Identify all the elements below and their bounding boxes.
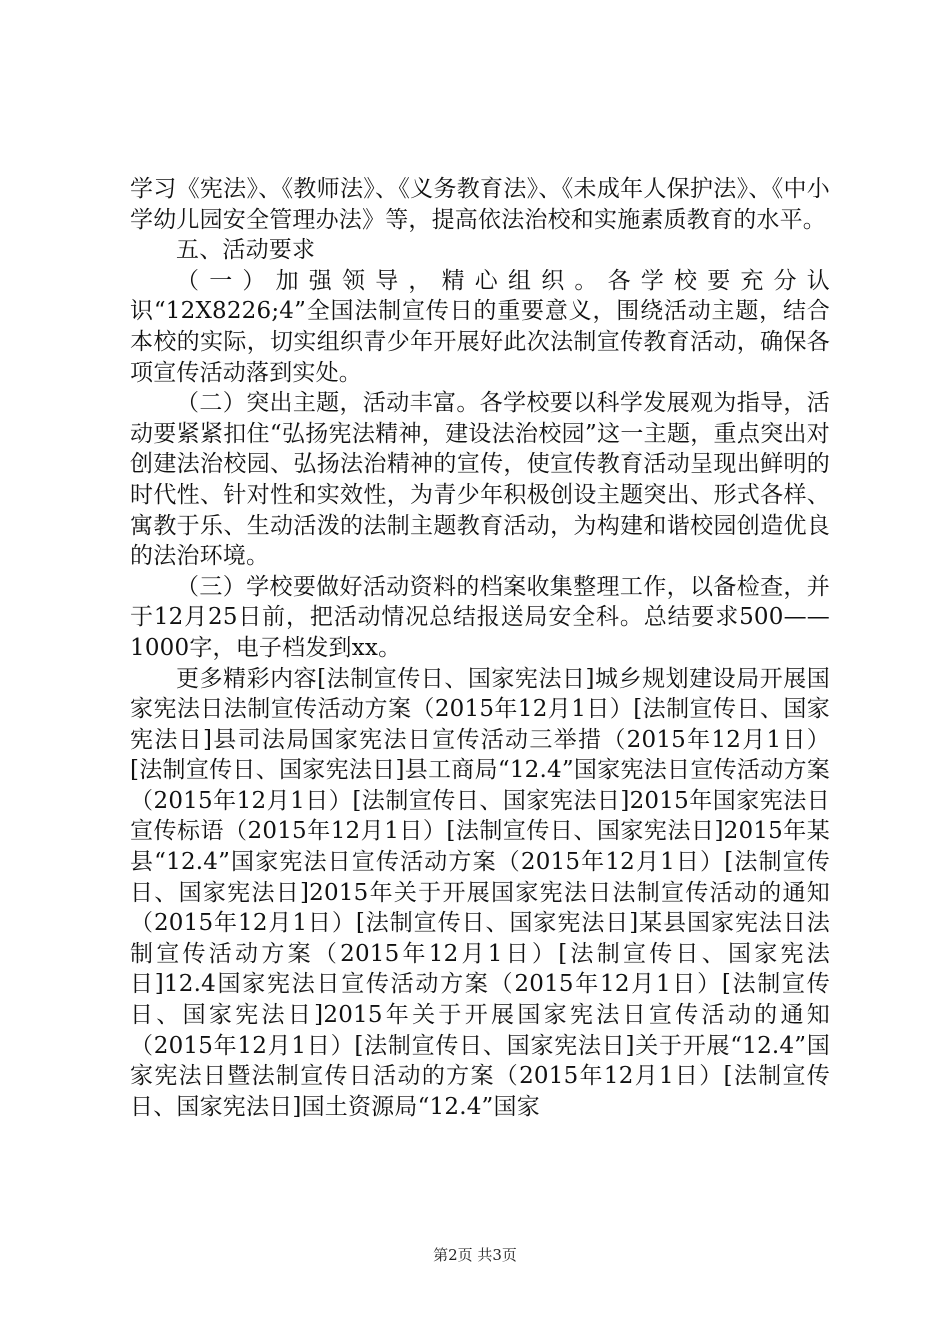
paragraph-more-content: 更多精彩内容[法制宣传日、国家宪法日]城乡规划建设局开展国家宪法日法制宣传活动方案（2015年12月1日）[法制宣传日、国家宪法日]县司法局国家宪法日宣传活动三举措（2015年12月1日）[法制宣传日、国家宪法日]县工商局“12.4”国家宪法日宣传活动方案（2015年12月1日）[法制宣传日、国家宪法日]2015年国家宪法日宣传标语（2015年12月1日）[法制宣传日、国家宪法日]2015年某县“12.4”国家宪法日宣传活动方案（2015年12月1日）[法制宣传日、国家宪法日]2015年关于开展国家宪法日法制宣传活动的通知（2015年12月1日）[法制宣传日、国家宪法日]某县国家宪法日法制宣传活动方案（2015年12月1日）[法制宣传日、国家宪法日]12.4国家宪法日宣传活动方案（2015年12月1日）[法制宣传日、国家宪法日]2015年关于开展国家宪法日宣传活动的通知（2015年12月1日）[法制宣传日、国家宪法日]关于开展“12.4”国家宪法日暨法制宣传日活动的方案（2015年12月1日）[法制宣传日、国家宪法日]国土资源局“12.4”国家 — [130, 665, 830, 1120]
paragraph-requirement-1: （一）加强领导，精心组织。各学校要充分认识“12X8226;4”全国法制宣传日的重要意义，围绕活动主题，结合本校的实际，切实组织青少年开展好此次法制宣传教育活动，确保各项宣传活动落到实处。 — [130, 267, 830, 386]
paragraph-requirement-3: （三）学校要做好活动资料的档案收集整理工作，以备检查，并于12月25日前，把活动情况总结报送局安全科。总结要求500——1000字，电子档发到xx。 — [130, 573, 830, 661]
paragraph-continuation: 学习《宪法》、《教师法》、《义务教育法》、《未成年人保护法》、《中小学幼儿园安全管理办法》等，提高依法治校和实施素质教育的水平。 — [130, 176, 830, 233]
page-number-footer: 第2页 共3页 — [433, 1246, 517, 1264]
section-heading: 五、活动要求 — [176, 237, 316, 264]
document-body — [130, 174, 830, 1122]
paragraph-requirement-2: （二）突出主题，活动丰富。各学校要以科学发展观为指导，活动要紧紧扣住“弘扬宪法精神，建设法治校园”这一主题，重点突出对创建法治校园、弘扬法治精神的宣传，使宣传教育活动呈现出鲜明的时代性、针对性和实效性，为青少年积极创设主题突出、形式各样、寓教于乐、生动活泼的法制主题教育活动，为构建和谐校园创造优良的法治环境。 — [130, 390, 830, 570]
